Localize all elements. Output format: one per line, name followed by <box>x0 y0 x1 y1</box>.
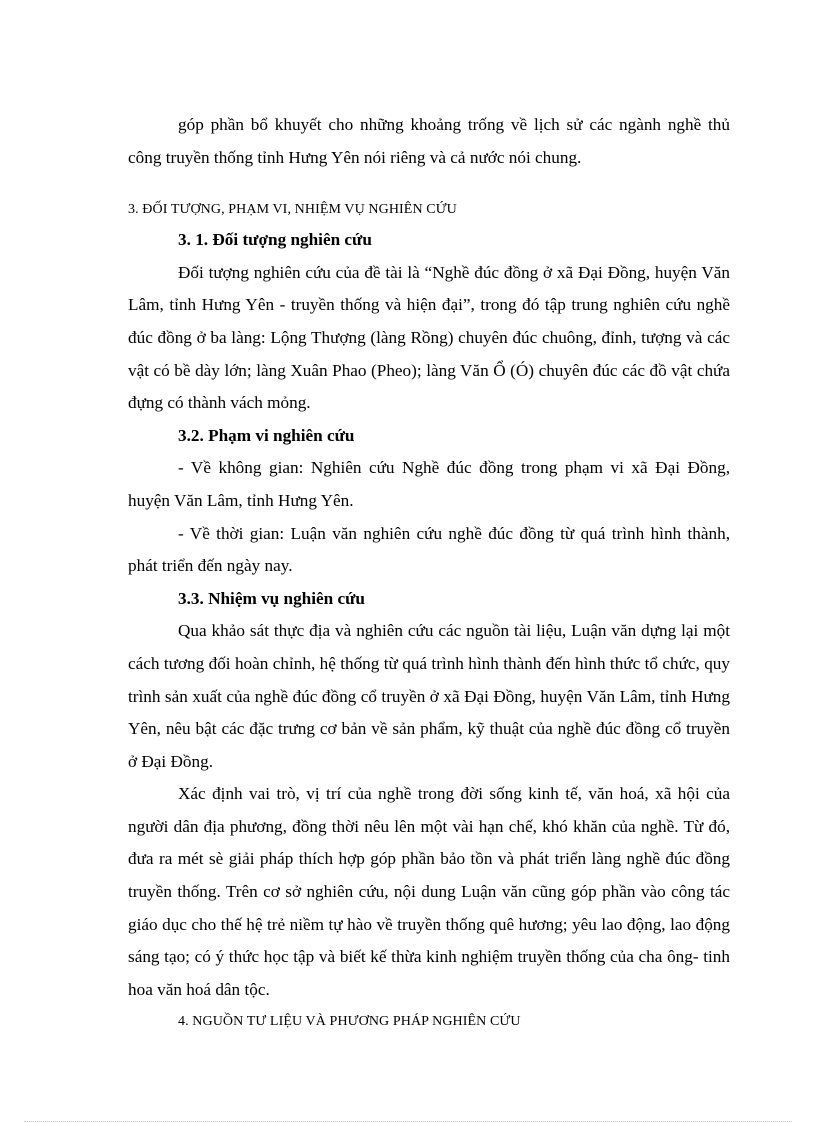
subsection-3-1-heading: 3. 1. Đối tượng nghiên cứu <box>178 230 372 250</box>
spacer <box>128 174 730 200</box>
subsection-3-3-heading: 3.3. Nhiệm vụ nghiên cứu <box>178 588 365 608</box>
page-content <box>128 109 730 1032</box>
scope-space-paragraph: - Về không gian: Nghiên cứu Nghề đúc đồng trong phạm vi xã Đại Đồng, huyện Văn Lâm, tỉnh Hưng Yên. <box>128 458 730 510</box>
subsection-3-1-paragraph: Đối tượng nghiên cứu của đề tài là “Nghề đúc đồng ở xã Đại Đồng, huyện Văn Lâm, tỉnh Hưng Yên - truyền thống và hiện đại”, trong đó tập trung nghiên cứu nghề đúc đồng ở ba làng: Lộng Thượng (làng Rồng) chuyên đúc chuông, đỉnh, tượng và các vật có bề dày lớn; làng Xuân Phao (Pheo); làng Văn Ổ (Ó) chuyên đúc các đồ vật chứa đựng có thành vách mỏng. <box>128 262 730 413</box>
subsection-3-2-heading: 3.2. Phạm vi nghiên cứu <box>178 425 355 445</box>
section-3-heading: 3. ĐỐI TƯỢNG, PHẠM VI, NHIỆM VỤ NGHIÊN CỨU <box>128 202 457 218</box>
tasks-paragraph-2: Xác định vai trò, vị trí của nghề trong đời sống kinh tế, văn hoá, xã hội của người dân địa phương, đồng thời nêu lên một vài hạn chế, khó khăn của nghề. Từ đó, đưa ra mét sè giải pháp thích hợp góp phần bảo tồn và phát triển làng nghề đúc đồng truyền thống. Trên cơ sở nghiên cứu, nội dung Luận văn cũng góp phần vào công tác giáo dục cho thế hệ trẻ niềm tự hào về truyền thống quê hương; yêu lao động, lao động sáng tạo; có ý thức học tập và biết kế thừa kinh nghiệm truyền thống của cha ông- tinh hoa văn hoá dân tộc. <box>128 784 730 999</box>
page-bottom-divider <box>24 1121 792 1122</box>
section-4-heading: 4. NGUỒN TƯ LIỆU VÀ PHƯƠNG PHÁP NGHIÊN CỨU <box>178 1014 521 1030</box>
intro-paragraph: góp phần bổ khuyết cho những khoảng trống về lịch sử các ngành nghề thủ công truyền thống tỉnh Hưng Yên nói riêng và cả nước nói chung. <box>128 115 730 167</box>
scope-time-paragraph: - Về thời gian: Luận văn nghiên cứu nghề đúc đồng từ quá trình hình thành, phát triển đến ngày nay. <box>128 523 730 576</box>
tasks-paragraph-1: Qua khảo sát thực địa và nghiên cứu các nguồn tài liệu, Luận văn dựng lại một cách tương đối hoàn chỉnh, hệ thống từ quá trình hình thành đến hình thức tổ chức, quy trình sản xuất của nghề đúc đồng cổ truyền ở xã Đại Đồng, huyện Văn Lâm, tỉnh Hưng Yên, nêu bật các đặc trưng cơ bản về sản phẩm, kỹ thuật của nghề đúc đồng cổ truyền ở Đại Đồng. <box>128 621 730 771</box>
